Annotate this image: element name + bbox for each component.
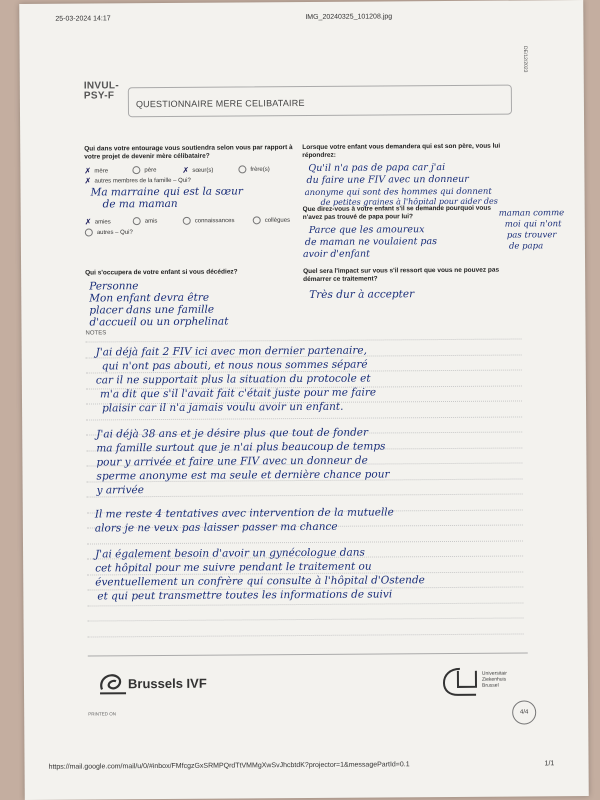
note-line: et qui peut transmettre toutes les informations de suivi <box>97 588 393 603</box>
ruled-line <box>86 416 522 420</box>
notes-label: NOTES <box>85 330 107 337</box>
note-line: m'a dit que s'il l'avait fait c'était juste pour me faire <box>99 386 377 401</box>
form-logo <box>84 81 119 101</box>
option-frere[interactable] <box>238 165 269 173</box>
option-soeur[interactable] <box>182 166 213 175</box>
note-line: qui n'ont pas abouti, et nous nous sommes séparé <box>101 358 368 373</box>
option-amis[interactable] <box>133 217 158 225</box>
note-line: y arrivée <box>96 484 144 497</box>
question-guardian: Qui s'occupera de votre enfant si vous décédiez? <box>85 268 238 277</box>
form-title: QUESTIONNAIRE MERE CELIBATAIRE <box>135 97 305 110</box>
ruled-line <box>86 338 522 342</box>
brand-name: Brussels IVF <box>127 675 207 692</box>
print-filename: IMG_20240325_101208.jpg <box>305 13 393 21</box>
note-line: car il ne supportait plus la situation du protocole et <box>95 372 371 387</box>
note-line: ma famille surtout que je n'ai plus beaucoup de temps <box>96 440 386 455</box>
logo-line-1: INVUL- <box>83 80 119 92</box>
radio-circle-icon <box>85 228 93 236</box>
answer-guardian-4: d'accueil ou un orphelinat <box>89 315 229 329</box>
option-collegues[interactable] <box>253 216 290 224</box>
option-connaissances[interactable] <box>183 216 235 224</box>
radio-circle-icon <box>133 217 141 225</box>
note-line: éventuellement un confrère qui consulte à l'hôpital d'Ostende <box>95 574 425 589</box>
printed-on-label: PRINTED ON <box>88 711 116 717</box>
option-autres-famille[interactable] <box>84 176 190 186</box>
footer-divider <box>88 652 528 656</box>
answer-guardian-3: placer dans une famille <box>89 303 215 317</box>
note-line: J'ai déjà fait 2 FIV ici avec mon dernier partenaire, <box>95 344 367 359</box>
answer-why-1: Parce que les amoureux <box>308 224 425 236</box>
option-autres[interactable] <box>85 228 133 236</box>
checked-mark-icon: ✗ <box>84 217 92 227</box>
question-support: Qui dans votre entourage vous soutiendra selon vous par rapport à votre projet de devenir mère célibataire? <box>84 144 293 161</box>
answer-father-2: du faire une FIV avec un donneur <box>306 173 469 186</box>
print-footer <box>48 760 555 771</box>
question-why-no-father: Que direz-vous à votre enfant s'il se demande pourquoi vous n'avez pas trouvé de papa pour lui? <box>302 204 491 222</box>
option-label: mère <box>94 168 109 175</box>
checked-mark-icon: ✗ <box>84 176 92 186</box>
note-line: J'ai déjà 38 ans et je désire plus que tout de fonder <box>96 426 369 441</box>
footer-url: https://mail.google.com/mail/u/0/#inbox/FMfcgzGxSRMPQrdTtVMMgXwSvJhcbtdK?projector=1&messagePartId=0.1 <box>48 761 410 771</box>
checked-mark-icon: ✗ <box>84 166 92 176</box>
answer-father-6: moi qui n'ont <box>504 219 562 230</box>
note-line: alors je ne veux pas laisser passer ma chance <box>94 520 338 535</box>
radio-circle-icon <box>132 166 140 174</box>
answer-guardian-1: Personne <box>89 280 139 293</box>
option-label: autres – Qui? <box>96 229 133 237</box>
answer-father-1: Qu'il n'a pas de papa car j'ai <box>308 162 446 174</box>
answer-father-3: anonyme qui sont des hommes qui donnent <box>304 186 492 198</box>
logo-line-2: PSY-F <box>83 90 115 102</box>
uz-line-2: Ziekenhuis <box>481 676 507 683</box>
note-line: cet hôpital pour me suivre pendant le traitement ou <box>95 560 372 575</box>
radio-circle-icon <box>183 217 191 225</box>
answer-why-2: de maman ne voulaient pas <box>304 236 438 248</box>
print-header <box>55 12 547 23</box>
uz-brussel-text <box>482 671 507 689</box>
answer-support-2: de ma maman <box>102 197 178 211</box>
note-line: plaisir car il n'a jamais voulu avoir un enfant. <box>102 400 344 415</box>
ruled-line <box>88 633 524 637</box>
question-father: Lorsque votre enfant vous demandera qui est son père, vous lui répondrez: <box>302 142 501 160</box>
option-label: sœur(s) <box>192 167 214 174</box>
question-impact: Quel sera l'impact sur vous s'il ressort que vous ne pouvez pas démarrer ce traitement? <box>303 266 500 284</box>
option-label: collègues <box>264 217 291 224</box>
footer-page-count: 1/1 <box>544 760 555 768</box>
radio-circle-icon <box>238 165 246 173</box>
answer-impact-1: Très dur à accepter <box>309 288 415 301</box>
note-line: Il me reste 4 tentatives avec intervention de la mutuelle <box>94 506 394 521</box>
uz-line-1: Universitair <box>481 670 507 677</box>
answer-guardian-2: Mon enfant devra être <box>89 291 210 305</box>
ruled-line <box>87 493 523 497</box>
option-label: connaissances <box>194 218 235 225</box>
notes-ruled-lines <box>19 0 583 4</box>
note-line: J'ai également besoin d'avoir un gynécologue dans <box>95 546 365 561</box>
print-date: 25-03-2024 14:17 <box>55 15 111 23</box>
document-page <box>19 0 589 800</box>
option-pere[interactable] <box>132 166 156 174</box>
answer-father-4: de petites graines à l'hôpital pour aider des <box>320 196 498 207</box>
answer-why-3: avoir d'enfant <box>302 248 370 261</box>
option-label: frère(s) <box>250 166 270 173</box>
ruled-line <box>87 540 523 544</box>
option-amies[interactable] <box>85 217 111 226</box>
ruled-line <box>88 617 524 621</box>
answer-father-7: pas trouver <box>506 230 557 241</box>
answer-father-8: de papa <box>508 241 544 252</box>
checked-mark-icon: ✗ <box>182 165 190 175</box>
note-line: pour y arrivée et faire une FIV avec un donneur de <box>96 454 368 469</box>
option-label: amies <box>94 219 111 226</box>
uz-line-3: Brussel <box>481 682 499 689</box>
radio-circle-icon <box>253 216 261 224</box>
option-label: père <box>144 167 157 174</box>
note-line: sperme anonyme est ma seule et dernière chance pour <box>96 468 390 483</box>
page-number-circle: 4/4 <box>512 700 536 724</box>
answer-father-5: maman comme <box>498 208 565 219</box>
side-code: DE/12/2023 <box>521 46 528 73</box>
option-mere[interactable] <box>84 166 108 175</box>
option-label: autres membres de la famille – Qui? <box>94 177 191 185</box>
option-label: amis <box>144 218 158 225</box>
answer-support-1: Ma marraine qui est la sœur <box>90 185 243 199</box>
